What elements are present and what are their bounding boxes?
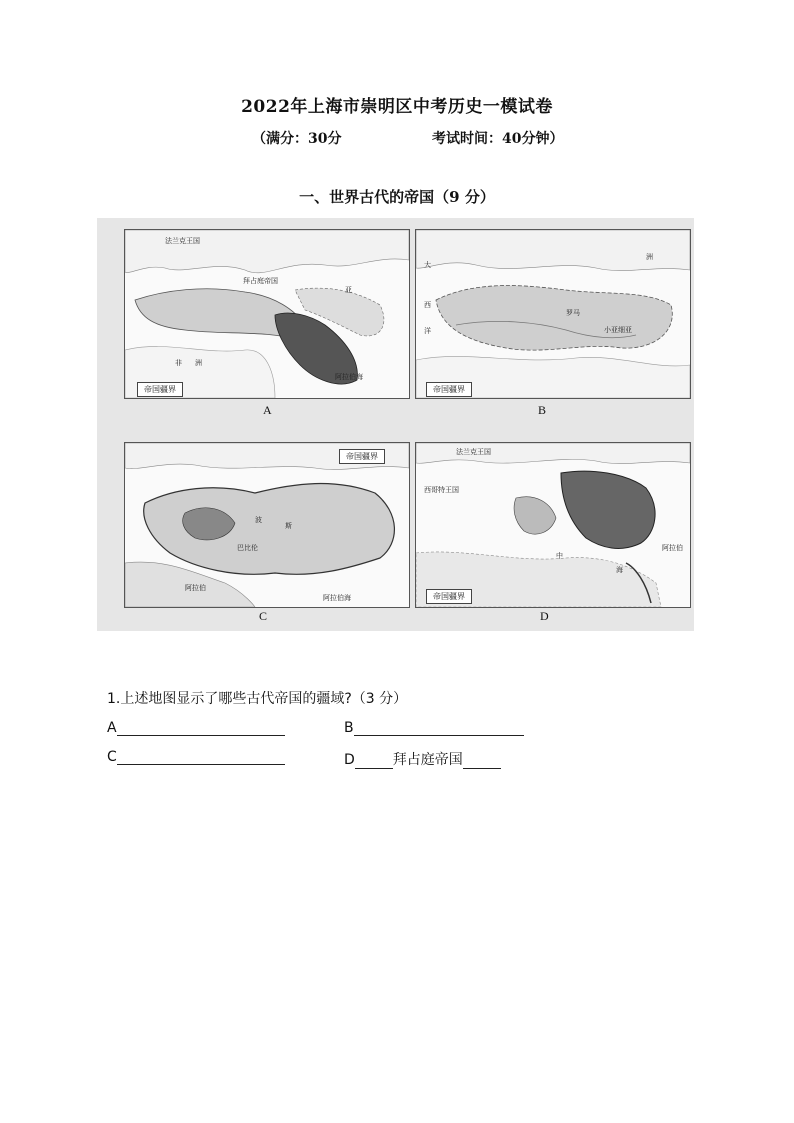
section-title: 一、世界古代的帝国（9 分） [299,188,495,206]
answer-c-blank[interactable] [117,750,285,765]
map-c-label-5: 巴比伦 [237,544,258,552]
map-b-label-3: 洋 [424,327,431,335]
answer-c [107,749,285,765]
answer-d-value: 拜占庭帝国 [392,752,463,768]
map-b-label-5: 洲 [646,253,653,261]
map-b-label-1: 大 [424,261,431,269]
map-b-label-2: 西 [424,301,431,309]
map-a-label-4: 非 [175,359,182,367]
map-a-drawing [125,230,409,398]
answer-a [107,720,285,736]
answer-b-letter: B [344,720,354,736]
question-1: 1.上述地图显示了哪些古代帝国的疆域?（3 分） [107,691,408,707]
page-title: 2022年上海市崇明区中考历史一模试卷 [241,97,553,117]
answer-d [344,749,501,769]
map-d-drawing [416,443,690,607]
answer-b [344,720,524,736]
map-b-label-4: 罗马 [566,309,580,317]
map-a [124,229,410,399]
map-d-label-3: 中 [556,552,563,560]
maps-figure [97,218,694,631]
map-a-caption: A [263,403,272,417]
map-c [124,442,410,608]
answer-c-letter: C [107,749,117,765]
map-d-label-1: 法兰克王国 [456,448,491,456]
answer-d-letter: D [344,752,355,768]
map-d-label-5: 阿拉伯 [662,544,683,552]
map-d [415,442,691,608]
map-d-legend: 帝国疆界 [426,589,472,604]
answer-b-blank[interactable] [354,721,524,736]
answer-a-blank[interactable] [117,721,285,736]
map-d-label-2: 西哥特王国 [424,486,459,494]
map-c-label-3: 阿拉伯 [185,584,206,592]
map-c-caption: C [259,609,268,623]
map-a-label-6: 阿拉伯海 [335,373,363,381]
map-c-label-1: 波 [255,516,262,524]
map-c-label-2: 斯 [285,522,292,530]
answer-a-letter: A [107,720,117,736]
full-score: （满分：30分 [252,131,342,147]
map-a-label-5: 洲 [195,359,202,367]
map-c-label-4: 阿拉伯海 [323,594,351,602]
exam-time: 考试时间：40分钟） [432,131,564,147]
map-a-label-3: 亚 [345,286,352,294]
map-b-legend: 帝国疆界 [426,382,472,397]
map-c-drawing [125,443,409,607]
map-b [415,229,691,399]
answer-d-blank-pre[interactable] [355,754,393,769]
map-a-label-2: 拜占庭帝国 [243,277,278,285]
map-a-legend: 帝国疆界 [137,382,183,397]
map-d-caption: D [540,609,549,623]
map-b-label-6: 小亚细亚 [604,326,632,334]
map-d-label-4: 海 [616,566,623,574]
map-b-caption: B [538,403,547,417]
map-c-legend: 帝国疆界 [339,449,385,464]
answer-d-blank-post[interactable] [463,754,501,769]
map-a-label-1: 法兰克王国 [165,237,200,245]
